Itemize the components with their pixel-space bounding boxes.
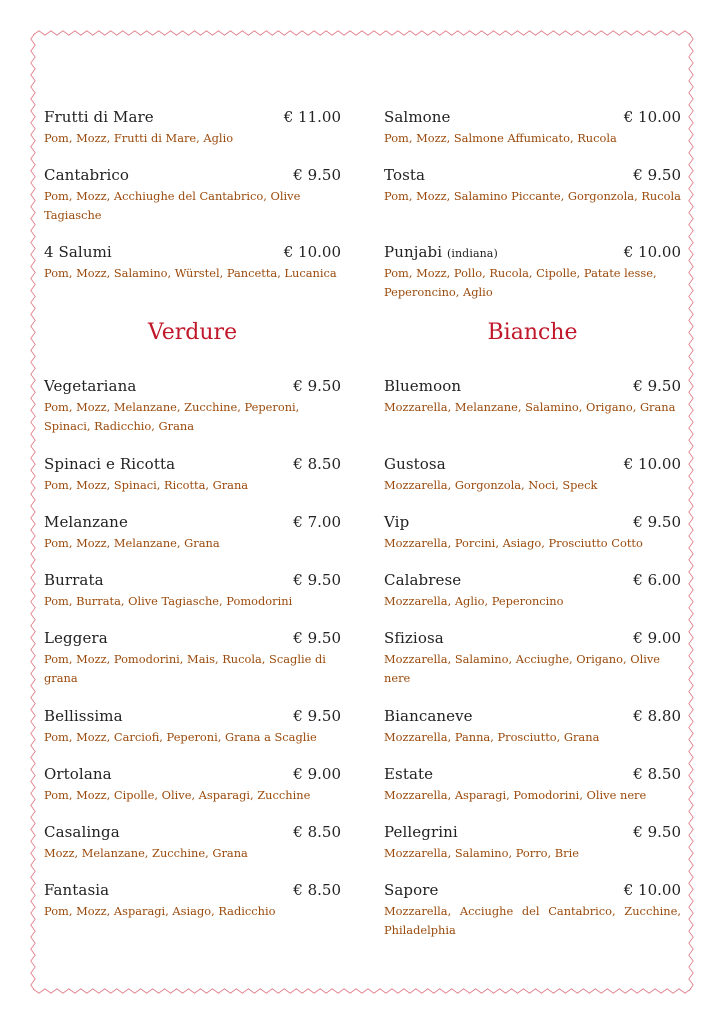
item-name-group: [384, 243, 498, 261]
item-name: Cantabrico: [44, 166, 130, 184]
item-name: Ortolana: [44, 765, 112, 783]
item-price: € 9.50: [633, 513, 681, 531]
item-name: Biancaneve: [384, 707, 473, 725]
menu-item-leggera: [44, 629, 341, 688]
item-description: Pom, Mozz, Pomodorini, Mais, Rucola, Scaglie di grana: [44, 652, 326, 685]
item-price: € 9.00: [633, 629, 681, 647]
item-price: € 8.50: [293, 455, 341, 473]
menu-item-calabrese: [384, 571, 681, 611]
item-description: Pom, Mozz, Carciofi, Peperoni, Grana a Scaglie: [44, 730, 317, 744]
item-price: € 10.00: [283, 243, 341, 261]
menu-item-burrata: [44, 571, 341, 611]
item-name: Sapore: [384, 881, 439, 899]
item-name: Tosta: [384, 166, 426, 184]
item-name: Vip: [384, 513, 410, 531]
item-description: Mozz, Melanzane, Zucchine, Grana: [44, 846, 248, 860]
item-description: Mozzarella, Gorgonzola, Noci, Speck: [384, 478, 598, 492]
item-price: € 10.00: [623, 108, 681, 126]
menu-item-vip: [384, 513, 681, 553]
menu-item-punjabi: [384, 243, 681, 302]
item-name: 4 Salumi: [44, 243, 112, 261]
menu-item-sapore: [384, 881, 681, 940]
menu-item-vegetariana: [44, 377, 341, 436]
item-name: Bluemoon: [384, 377, 462, 395]
item-description: Pom, Mozz, Salmone Affumicato, Rucola: [384, 131, 617, 145]
item-description: Mozzarella, Panna, Prosciutto, Grana: [384, 730, 600, 744]
item-price: € 8.50: [293, 881, 341, 899]
item-name: Calabrese: [384, 571, 462, 589]
item-name: Sfiziosa: [384, 629, 444, 647]
menu-item-gustosa: [384, 455, 681, 495]
menu-item-fantasia: [44, 881, 341, 921]
item-name: Pellegrini: [384, 823, 458, 841]
menu-item-casalinga: [44, 823, 341, 863]
item-price: € 6.00: [633, 571, 681, 589]
item-note: (indiana): [446, 247, 498, 260]
item-price: € 9.50: [293, 629, 341, 647]
item-price: € 10.00: [623, 455, 681, 473]
item-price: € 9.50: [293, 166, 341, 184]
item-name: Salmone: [384, 108, 451, 126]
menu-item-biancaneve: [384, 707, 681, 747]
item-description: Mozzarella, Salamino, Acciughe, Origano, Olive nere: [384, 652, 661, 685]
item-description: Mozzarella, Acciughe del Cantabrico, Zucchine, Philadelphia: [384, 904, 681, 937]
item-description: Pom, Mozz, Acchiughe del Cantabrico, Olive Tagiasche: [44, 189, 301, 222]
item-price: € 9.50: [633, 823, 681, 841]
menu-item-melanzane: [44, 513, 341, 553]
section-title-verdure: Verdure: [147, 320, 238, 345]
item-name: Fantasia: [44, 881, 110, 899]
item-name: Leggera: [44, 629, 108, 647]
item-price: € 9.50: [633, 377, 681, 395]
item-description: Pom, Mozz, Frutti di Mare, Aglio: [44, 131, 234, 145]
item-name: Casalinga: [44, 823, 120, 841]
item-price: € 9.50: [293, 377, 341, 395]
item-price: € 9.00: [293, 765, 341, 783]
item-description: Pom, Mozz, Spinaci, Ricotta, Grana: [44, 478, 249, 492]
item-name: Estate: [384, 765, 434, 783]
item-description: Mozzarella, Porcini, Asiago, Prosciutto Cotto: [384, 536, 643, 550]
item-name: Melanzane: [44, 513, 128, 531]
item-price: € 9.50: [293, 707, 341, 725]
item-name: Bellissima: [44, 707, 123, 725]
menu-item-cantabrico: [44, 166, 341, 225]
item-name: Gustosa: [384, 455, 446, 473]
item-description: Pom, Mozz, Salamino, Würstel, Pancetta, Lucanica: [44, 266, 337, 280]
item-description: Mozzarella, Aglio, Peperoncino: [384, 594, 564, 608]
item-description: Pom, Mozz, Melanzane, Zucchine, Peperoni, Spinaci, Radicchio, Grana: [44, 400, 300, 433]
menu-item-estate: [384, 765, 681, 805]
item-description: Pom, Burrata, Olive Tagiasche, Pomodorini: [44, 594, 293, 608]
menu-item-spinaci-e-ricotta: [44, 455, 341, 495]
item-price: € 8.80: [633, 707, 681, 725]
section-title-bianche: Bianche: [487, 320, 578, 345]
menu-item-frutti-di-mare: [44, 108, 341, 148]
item-description: Pom, Mozz, Melanzane, Grana: [44, 536, 220, 550]
item-price: € 10.00: [623, 881, 681, 899]
item-price: € 7.00: [293, 513, 341, 531]
item-description: Pom, Mozz, Salamino Piccante, Gorgonzola, Rucola: [384, 189, 681, 203]
menu-item-salmone: [384, 108, 681, 148]
item-description: Pom, Mozz, Pollo, Rucola, Cipolle, Patate lesse, Peperoncino, Aglio: [384, 266, 657, 299]
item-price: € 11.00: [283, 108, 341, 126]
item-description: Mozzarella, Salamino, Porro, Brie: [384, 846, 579, 860]
item-price: € 9.50: [293, 571, 341, 589]
item-price: € 10.00: [623, 243, 681, 261]
item-price: € 9.50: [633, 166, 681, 184]
item-description: Pom, Mozz, Cipolle, Olive, Asparagi, Zucchine: [44, 788, 311, 802]
menu-item-tosta: [384, 166, 681, 206]
menu-item-4-salumi: [44, 243, 341, 283]
item-price: € 8.50: [633, 765, 681, 783]
menu-item-bluemoon: [384, 377, 681, 417]
item-name: Frutti di Mare: [44, 108, 154, 126]
item-price: € 8.50: [293, 823, 341, 841]
menu-item-ortolana: [44, 765, 341, 805]
item-description: Mozzarella, Melanzane, Salamino, Origano, Grana: [384, 400, 676, 414]
menu-item-bellissima: [44, 707, 341, 747]
item-name: Punjabi: [384, 243, 443, 261]
item-description: Mozzarella, Asparagi, Pomodorini, Olive nere: [384, 788, 647, 802]
item-name: Burrata: [44, 571, 104, 589]
item-name: Spinaci e Ricotta: [44, 455, 176, 473]
menu-item-sfiziosa: [384, 629, 681, 688]
menu-item-pellegrini: [384, 823, 681, 863]
item-description: Pom, Mozz, Asparagi, Asiago, Radicchio: [44, 904, 276, 918]
item-name: Vegetariana: [44, 377, 137, 395]
